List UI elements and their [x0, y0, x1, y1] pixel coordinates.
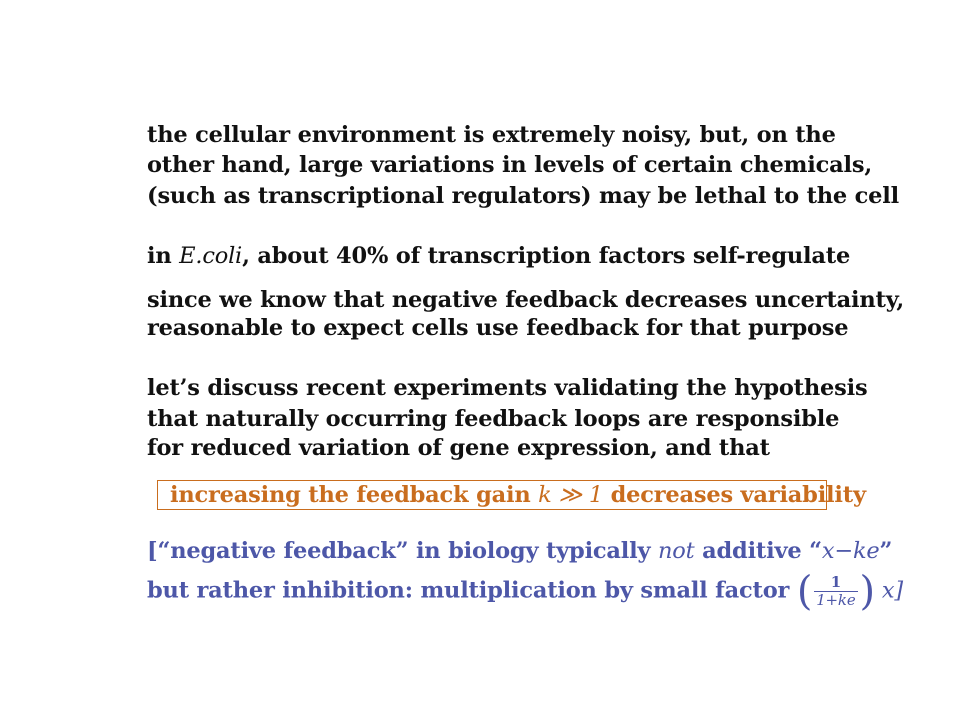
highlight-statement — [170, 480, 866, 510]
paragraph-4-line-3: for reduced variation of gene expression, and that — [147, 435, 770, 461]
fraction-numerator: 1 — [814, 574, 857, 592]
highlight-suffix: decreases variability — [602, 482, 866, 508]
note-math-expression: x−ke — [821, 538, 880, 564]
paragraph-1-line-1: the cellular environment is extremely noisy, but, on the — [147, 122, 836, 148]
note-line-1 — [147, 536, 892, 566]
fraction-denominator: 1+ke — [816, 591, 856, 609]
left-paren-glyph: ( — [796, 568, 813, 615]
paragraph-2-suffix: , about 40% of transcription factors self-regulate — [242, 243, 851, 269]
paragraph-1-line-3: (such as transcriptional regulators) may be lethal to the cell — [147, 183, 899, 209]
paragraph-1-line-2: other hand, large variations in levels of certain chemicals, — [147, 152, 872, 178]
note-not-italic: not — [658, 538, 695, 564]
paragraph-4-line-2: that naturally occurring feedback loops are responsible — [147, 406, 840, 432]
paragraph-2-prefix: in — [147, 243, 180, 269]
paragraph-2 — [147, 241, 850, 271]
right-paren-glyph: ) — [859, 568, 875, 615]
paragraph-3-line-2: reasonable to expect cells use feedback for that purpose — [147, 315, 849, 341]
note-line-2-after: x] — [874, 577, 903, 604]
paragraph-4-line-1: let’s discuss recent experiments validating the hypothesis — [147, 375, 868, 401]
highlight-prefix: increasing the feedback gain — [170, 482, 539, 508]
note-line-2-prefix: but rather inhibition: multiplication by small factor — [147, 577, 797, 604]
note-line-1-prefix: [“negative feedback” in biology typically — [147, 538, 659, 564]
note-line-1-suffix: ” — [879, 538, 893, 564]
highlight-math: k ≫ 1 — [538, 482, 603, 508]
fraction — [814, 574, 857, 609]
paragraph-3-line-1: since we know that negative feedback decreases uncertainty, — [147, 287, 905, 313]
ecoli-italic: E.coli — [179, 243, 243, 269]
note-line-1-mid: additive “ — [694, 538, 822, 564]
note-line-2 — [147, 568, 903, 615]
